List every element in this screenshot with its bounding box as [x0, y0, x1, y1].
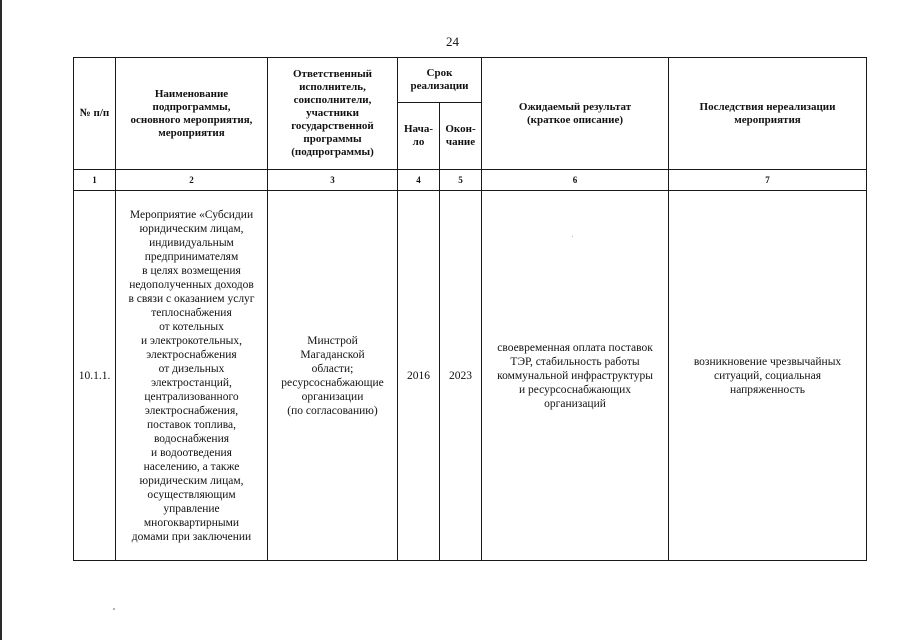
scan-speck — [113, 608, 115, 610]
header-period-line: реализации — [410, 80, 469, 92]
header-end — [440, 103, 482, 170]
row-name-line: населению, а также — [143, 460, 240, 473]
row-name-line: и водоотведения — [151, 446, 232, 459]
header-consequences-line: мероприятия — [734, 113, 801, 126]
header-responsible-line: участники — [306, 107, 359, 119]
row-name-line: теплоснабжения — [151, 306, 232, 319]
row-name-line: электростанций, — [151, 376, 232, 389]
header-name — [116, 58, 268, 170]
scan-speck — [572, 236, 573, 237]
row-responsible-line: Магаданской — [300, 348, 365, 361]
row-responsible — [268, 191, 398, 561]
row-consequences-line: возникновение чрезвычайных — [693, 355, 842, 368]
header-period — [398, 58, 482, 103]
header-name-line: основного мероприятия, — [130, 113, 253, 126]
header-start-line: ло — [412, 136, 425, 148]
header-consequences — [669, 58, 867, 170]
row-name-line: многоквартирными — [143, 516, 240, 529]
column-number: 4 — [398, 170, 440, 191]
row-name-line: водоснабжения — [153, 432, 230, 445]
header-result-line: (краткое описание) — [527, 113, 623, 126]
header-responsible-line: Ответственный — [292, 68, 373, 80]
page-number: 24 — [446, 34, 459, 49]
row-result-line: своевременная оплата поставок — [497, 341, 653, 354]
row-name-line: домами при заключении — [131, 530, 252, 543]
column-number: 6 — [482, 170, 669, 191]
table-row — [74, 191, 867, 561]
column-number: 3 — [268, 170, 398, 191]
header-name-line: Наименование — [154, 87, 229, 100]
row-responsible-line: ресурсоснабжающие — [281, 376, 384, 389]
header-responsible — [268, 58, 398, 170]
row-result-line: коммунальной инфраструктуры — [497, 369, 653, 382]
row-name-line: Мероприятие «Субсидии — [129, 208, 254, 221]
row-name-line: недополученных доходов — [129, 278, 254, 291]
row-name-line: индивидуальным — [149, 236, 234, 249]
row-consequences-line: ситуаций, социальная — [714, 369, 821, 382]
header-consequences-line: Последствия нереализации — [699, 100, 836, 113]
row-result-line: организаций — [544, 397, 606, 410]
header-end-line: чание — [445, 136, 476, 148]
row-name-line: и электрокотельных, — [141, 334, 242, 347]
row-result-line: ТЭР, стабильность работы — [510, 355, 640, 368]
row-result — [482, 191, 669, 561]
row-name-line: в целях возмещения — [142, 264, 241, 277]
program-table — [73, 57, 867, 561]
header-period-line: Срок — [426, 67, 453, 79]
row-start: 2016 — [398, 191, 440, 561]
row-name-line: в связи с оказанием услуг — [128, 292, 255, 305]
row-responsible-line: (по согласованию) — [287, 404, 378, 417]
row-consequences-line: напряженность — [730, 383, 805, 396]
row-name-line: юридическим лицам, — [139, 222, 244, 235]
row-name-line: осуществляющим — [147, 488, 236, 501]
row-responsible-line: области; — [311, 362, 354, 375]
row-num: 10.1.1. — [74, 191, 116, 561]
header-result-line: Ожидаемый результат — [518, 100, 632, 113]
row-name-line: поставок топлива, — [146, 418, 237, 431]
row-name — [116, 191, 268, 561]
row-name-line: централизованного — [144, 390, 239, 403]
header-responsible-line: государственной — [291, 120, 374, 132]
header-start-line: Нача- — [404, 123, 433, 135]
header-end-line: Окон- — [445, 123, 476, 135]
row-consequences — [669, 191, 867, 561]
header-row-top — [74, 58, 867, 103]
column-number: 5 — [440, 170, 482, 191]
column-number-row — [74, 170, 867, 191]
row-name-line: юридическим лицам, — [139, 474, 244, 487]
header-responsible-line: программы — [303, 133, 362, 145]
row-name-line: электроснабжения, — [144, 404, 239, 417]
column-number: 7 — [669, 170, 867, 191]
row-result-line: и ресурсоснабжающих — [518, 383, 632, 396]
row-responsible-line: организации — [301, 390, 364, 403]
row-name-line: от котельных — [159, 320, 224, 333]
header-num: № п/п — [74, 58, 116, 170]
header-name-line: подпрограммы, — [152, 100, 231, 113]
header-responsible-line: соисполнители, — [293, 94, 372, 106]
header-responsible-line: исполнитель, — [299, 81, 366, 93]
row-responsible-line: Минстрой — [307, 334, 358, 347]
row-name-line: предпринимателям — [144, 250, 239, 263]
header-start — [398, 103, 440, 170]
column-number: 1 — [74, 170, 116, 191]
row-end: 2023 — [440, 191, 482, 561]
header-name-line: мероприятия — [158, 126, 225, 139]
header-responsible-line: (подпрограммы) — [291, 146, 374, 158]
row-name-line: управление — [163, 502, 220, 515]
row-name-line: от дизельных — [158, 362, 225, 375]
scan-edge — [0, 0, 2, 640]
column-number: 2 — [116, 170, 268, 191]
row-name-line: электроснабжения — [146, 348, 237, 361]
header-result — [482, 58, 669, 170]
